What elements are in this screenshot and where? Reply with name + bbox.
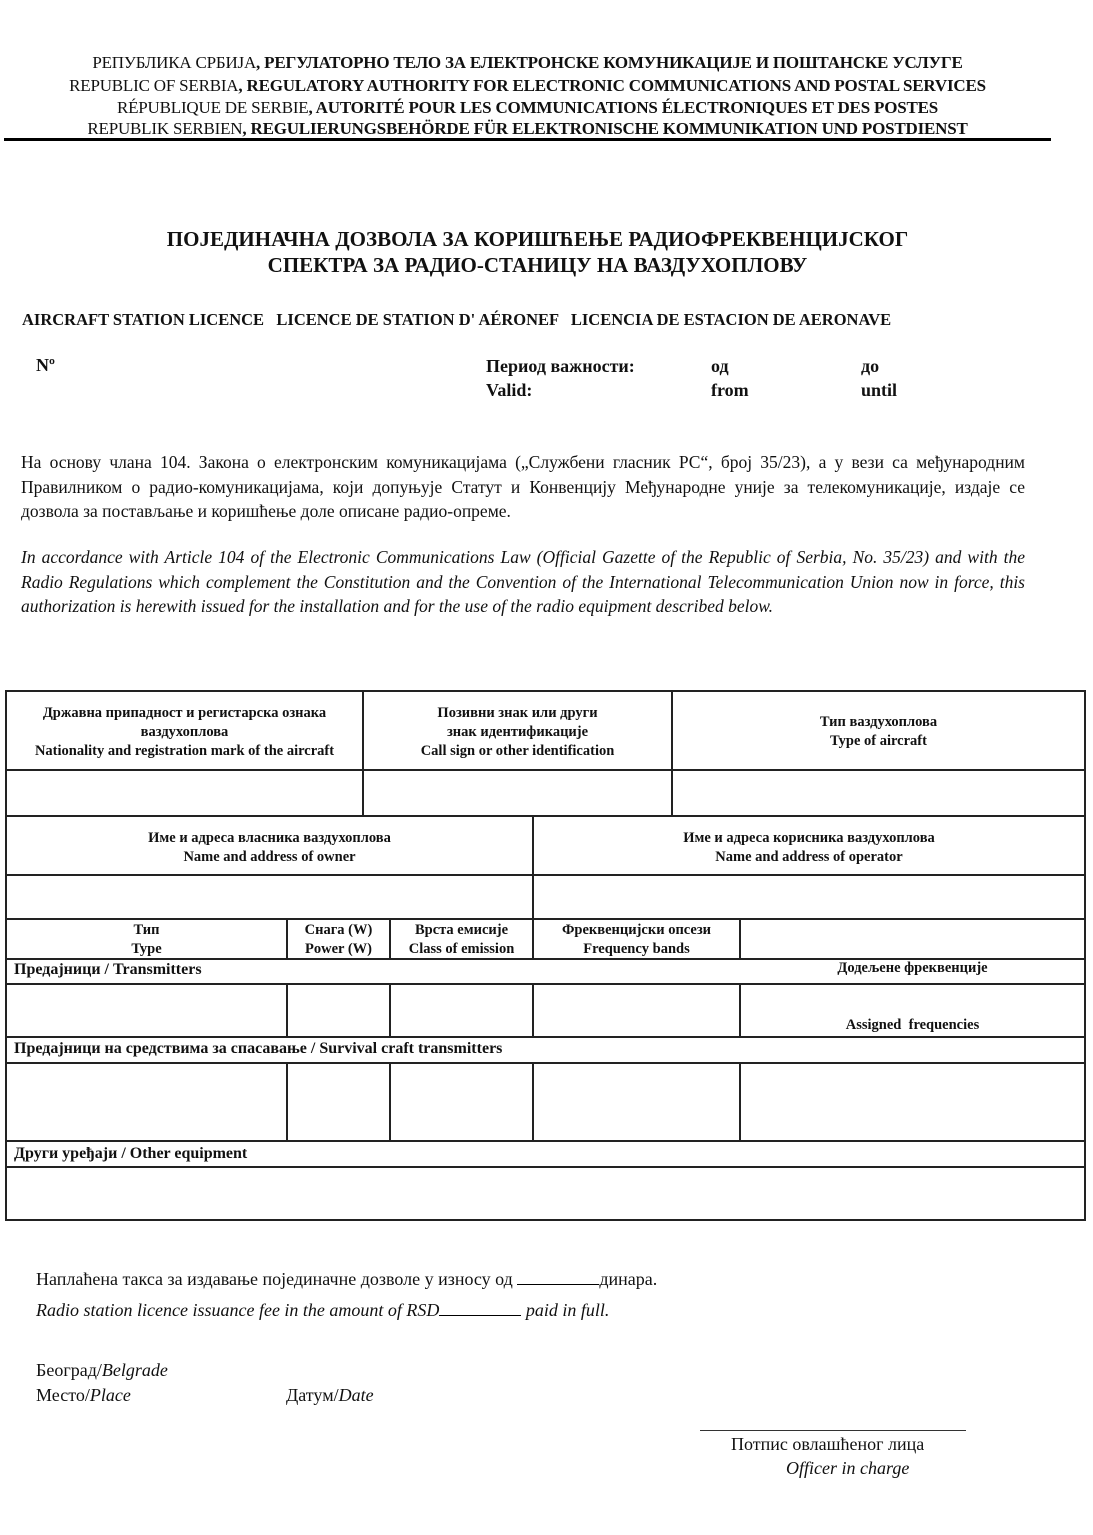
row-line — [5, 1140, 1086, 1142]
survival-assigned-field[interactable] — [742, 1065, 1083, 1139]
fee-en-text: Radio station licence issuance fee in the amount of RSD — [36, 1300, 440, 1320]
aircraft-type-field[interactable] — [674, 772, 1083, 814]
validity-label-en: Valid: — [486, 380, 533, 400]
header-call-sign-sr: Позивни знак или други знак идентификације — [437, 705, 598, 740]
fee-amount-field-sr[interactable] — [517, 1268, 599, 1285]
header-call-sign — [364, 704, 671, 761]
transmitter-emission-field[interactable] — [392, 986, 531, 1035]
transmitter-assigned-field[interactable] — [742, 986, 1083, 1035]
survival-bands-field[interactable] — [535, 1065, 738, 1139]
header-aircraft-type-sr: Тип ваздухоплова — [819, 714, 938, 730]
survival-type-field[interactable] — [8, 1065, 285, 1139]
col-line — [532, 1062, 534, 1142]
owner-field[interactable] — [8, 877, 531, 917]
table-border-top — [5, 690, 1086, 692]
header-line-fr: RÉPUBLIQUE DE SERBIE, AUTORITÉ POUR LES COMMUNICATIONS ÉLECTRONIQUES ET DES POSTES — [116, 98, 938, 117]
col-header-emission-sr: Врста емисије — [414, 922, 509, 938]
fee-line-en — [36, 1299, 609, 1321]
col-line — [671, 690, 673, 817]
date-en: Date — [338, 1385, 374, 1405]
col-line — [389, 983, 391, 1038]
legal-basis-en: In accordance with Article 104 of the Electronic Communications Law (Official Gazette of the Republic of Serbia, No. 35/23) and with the Radio Regulations which complement the Constitution and the Convention of the International Telecommunication Union now in force, this authorization is herewith issued for the installation and for the use of the radio equipment described below. — [21, 547, 1025, 616]
until-label-en: until — [861, 380, 898, 400]
col-line — [389, 1062, 391, 1142]
section-survival-craft: Предајници на средствима за спасавање / Survival craft transmitters — [14, 1040, 503, 1057]
row-line — [5, 769, 1086, 771]
header-nationality-en: Nationality and registration mark of the aircraft — [34, 743, 335, 759]
col-line — [739, 1062, 741, 1142]
header-owner-en: Name and address of owner — [183, 849, 356, 865]
header-nationality — [7, 704, 362, 761]
validity-label-sr: Период важности: — [486, 356, 635, 376]
header-nationality-sr: Државна припадност и регистарска ознака ваздухоплова — [42, 705, 327, 740]
date-sr: Датум/ — [286, 1385, 339, 1405]
section-other-equipment: Други уређаји / Other equipment — [14, 1145, 248, 1162]
col-line — [286, 983, 288, 1038]
col-header-type-en: Type — [131, 941, 162, 957]
header-operator-en: Name and address of operator — [715, 849, 903, 865]
header-aircraft-type — [673, 713, 1084, 751]
header-call-sign-en: Call sign or other identification — [420, 743, 615, 759]
col-header-bands — [534, 921, 739, 959]
valid-until-field[interactable] — [910, 356, 1050, 402]
header-line-sr: РЕПУБЛИКА СРБИЈА, РЕГУЛАТОРНО ТЕЛО ЗА ЕЛЕКТРОНСКЕ КОМУНИКАЦИЈЕ И ПОШТАНСКЕ УСЛУГЕ — [92, 53, 963, 72]
legal-basis-sr: На основу члана 104. Закона о електронским комуникацијама („Службени гласник РС“, број 35/23), а у вези са међународним Правилником о радио-комуникацијама, који допуњује Статут и Конвенцију Међународне уније за телекомуникације, издаје се дозвола за постављање и коришћење доле описане радио-опреме. — [21, 452, 1025, 521]
header-owner — [7, 829, 532, 867]
date-field[interactable] — [390, 1384, 590, 1408]
from-label-en: from — [711, 380, 749, 400]
header-rule — [4, 138, 1051, 141]
col-line — [286, 1062, 288, 1142]
date-label — [286, 1385, 374, 1406]
transmitter-bands-field[interactable] — [535, 986, 738, 1035]
city-en: Belgrade — [101, 1360, 168, 1380]
place-label — [36, 1385, 131, 1406]
fee-en-suffix: paid in full. — [521, 1300, 610, 1320]
col-header-emission — [391, 921, 532, 959]
document-title-line-2: СПЕКТРА ЗА РАДИО-СТАНИЦУ НА ВАЗДУХОПЛОВУ — [267, 253, 808, 277]
section-transmitters: Предајници / Transmitters — [14, 961, 202, 978]
col-header-assigned-en: Assigned frequencies — [845, 1017, 980, 1033]
document-title-line-1: ПОЈЕДИНАЧНА ДОЗВОЛА ЗА КОРИШЋЕЊЕ РАДИОФРЕКВЕНЦИЈСКОГ — [166, 227, 909, 251]
transmitter-type-field[interactable] — [8, 986, 285, 1035]
from-label-sr: од — [711, 356, 729, 376]
table-border-bottom — [5, 1219, 1086, 1221]
col-header-power — [288, 921, 389, 959]
signature-label-sr: Потпис овлашћеног лица — [731, 1434, 925, 1454]
col-line — [532, 983, 534, 1038]
transmitter-power-field[interactable] — [289, 986, 388, 1035]
fee-amount-field-en[interactable] — [439, 1299, 521, 1316]
survival-emission-field[interactable] — [392, 1065, 531, 1139]
place-sr: Место/ — [36, 1385, 90, 1405]
fee-sr-suffix: динара. — [599, 1269, 658, 1289]
header-aircraft-type-en: Type of aircraft — [830, 733, 927, 749]
signature-label-en: Officer in charge — [786, 1458, 910, 1478]
city-sr: Београд/ — [36, 1360, 102, 1380]
col-header-type-sr: Тип — [133, 922, 160, 938]
row-line — [5, 815, 1086, 817]
col-header-power-sr: Снага (W) — [304, 922, 373, 938]
operator-field[interactable] — [535, 877, 1083, 917]
survival-power-field[interactable] — [289, 1065, 388, 1139]
nationality-field[interactable] — [8, 772, 361, 814]
header-line-en: REPUBLIC OF SERBIA, REGULATORY AUTHORITY FOR ELECTRONIC COMMUNICATIONS AND POSTAL SERVICES — [69, 76, 986, 95]
header-operator — [534, 829, 1084, 867]
document-subtitle: AIRCRAFT STATION LICENCE LICENCE DE STATION D' AÉRONEF LICENCIA DE ESTACION DE AERONAVE — [22, 310, 892, 329]
col-header-type — [7, 921, 286, 959]
city — [36, 1360, 168, 1381]
col-header-bands-sr: Фреквенцијски опсези — [561, 922, 712, 938]
until-label-sr: до — [861, 356, 880, 376]
call-sign-field[interactable] — [365, 772, 670, 814]
signature-line[interactable] — [700, 1430, 966, 1431]
other-equipment-field[interactable] — [8, 1169, 1083, 1218]
licence-number-label: Nº — [36, 355, 55, 375]
fee-line-sr — [36, 1268, 657, 1290]
col-header-emission-en: Class of emission — [408, 941, 515, 957]
header-owner-sr: Име и адреса власника ваздухоплова — [148, 830, 391, 846]
fee-sr-text: Наплаћена такса за издавање појединачне дозволе у износу од — [36, 1269, 518, 1289]
row-line — [5, 874, 1086, 876]
col-header-assigned-sr: Додељене фреквенције — [837, 960, 988, 976]
header-line-de: REPUBLIK SERBIEN, REGULIERUNGSBEHÖRDE FÜR ELEKTRONISCHE KOMMUNIKATION UND POSTDIENST — [87, 119, 968, 138]
col-header-bands-en: Frequency bands — [583, 941, 690, 957]
row-line — [5, 918, 1086, 920]
header-operator-sr: Име и адреса корисника ваздухоплова — [683, 830, 935, 846]
place-en: Place — [89, 1385, 131, 1405]
col-header-power-en: Power (W) — [305, 941, 372, 957]
licence-number-field[interactable] — [70, 354, 450, 378]
row-line — [5, 1166, 1086, 1168]
valid-from-field[interactable] — [760, 356, 850, 402]
